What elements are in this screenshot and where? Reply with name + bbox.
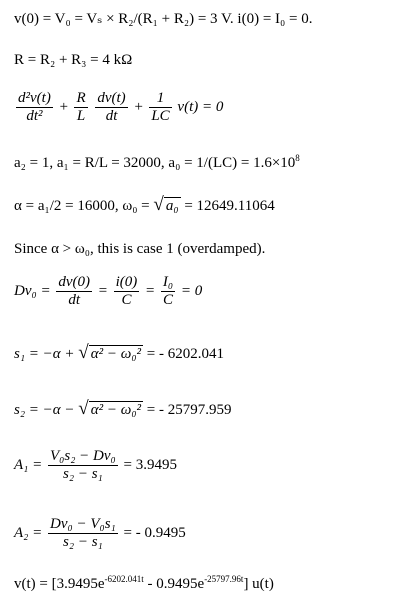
sqrt-a0: a₀ (165, 198, 179, 214)
dv0-frac2: $\frac{i(0)}{C}$ (115, 274, 138, 308)
initial-conditions-line: v(0) = V₀ = Vₛ × R₂/(R₁ + R₂) = 3 V. i(0) = I₀ = 0. (14, 11, 313, 27)
a1-line: A₁ = $\frac{\text{V₀s₂ − Dv₀}}{\text{s₂ − s₁}}$ = 3.9495 (14, 448, 177, 482)
case-line: Since α > ω₀, this is case 1 (overdamped). (14, 241, 266, 257)
ode-term1: $\frac{\text{d²v(t)}}{\text{dt²}}$ (18, 90, 51, 124)
ode-term2-derivative: $\frac{dv(t)}{dt}$ (97, 90, 126, 124)
alpha-omega-line: α = a₁/2 = 16000, ω₀ = √ a₀ = 12649.11064 (14, 194, 275, 215)
dv0-frac3: $\frac{\text{I₀}}{C}$ (162, 274, 174, 308)
coefficients-line: a₂ = 1, a₁ = R/L = 32000, $a_0 = 1/(LC) = 1.6\times 10^8$ (14, 153, 300, 171)
resistance-line: R = R₂ + R₃ = 4 kΩ (14, 52, 133, 68)
ode-term3: $\frac{1}{LC}$ (151, 90, 170, 124)
ode-term2-r-over-l: $\frac{R}{L}$ (76, 90, 86, 124)
dv0-equation: Dv₀ = $\frac{dv(0)}{dt}$ = $\frac{i(0)}{C}$ = $\frac{\text{I₀}}{C}$ = 0 (14, 274, 203, 308)
s1-line: s₁ = −α + √ α² − ω₀² = - 6202.041 (14, 342, 224, 363)
final-solution-line: $v(t) = [3.9495e^{-6202.041t} - 0.9495e^{-25797.96t}]$ u(t) (14, 574, 274, 592)
ode-equation: $\frac{\text{d²v(t)}}{\text{dt²}}$ + $\frac{R}{L}$ $\frac{dv(t)}{dt}$ + $\frac{1}{LC}$ v(t) = 0 (18, 90, 224, 124)
s2-radicand: α² − ω₀² (90, 402, 142, 418)
a2-line: A₂ = $\frac{\text{Dv₀ − V₀s₁}}{\text{s₂ − s₁}}$ = - 0.9495 (14, 516, 186, 550)
dv0-frac1: $\frac{dv(0)}{dt}$ (58, 274, 90, 308)
ode-tail: v(t) = 0 (177, 98, 224, 115)
s1-radicand: α² − ω₀² (90, 346, 142, 362)
s2-line: s₂ = −α − √ α² − ω₀² = - 25797.959 (14, 398, 232, 419)
a2-frac: $\frac{\text{Dv₀ − V₀s₁}}{\text{s₂ − s₁}}$ (50, 516, 116, 550)
a1-frac: $\frac{\text{V₀s₂ − Dv₀}}{\text{s₂ − s₁}}$ (50, 448, 116, 482)
